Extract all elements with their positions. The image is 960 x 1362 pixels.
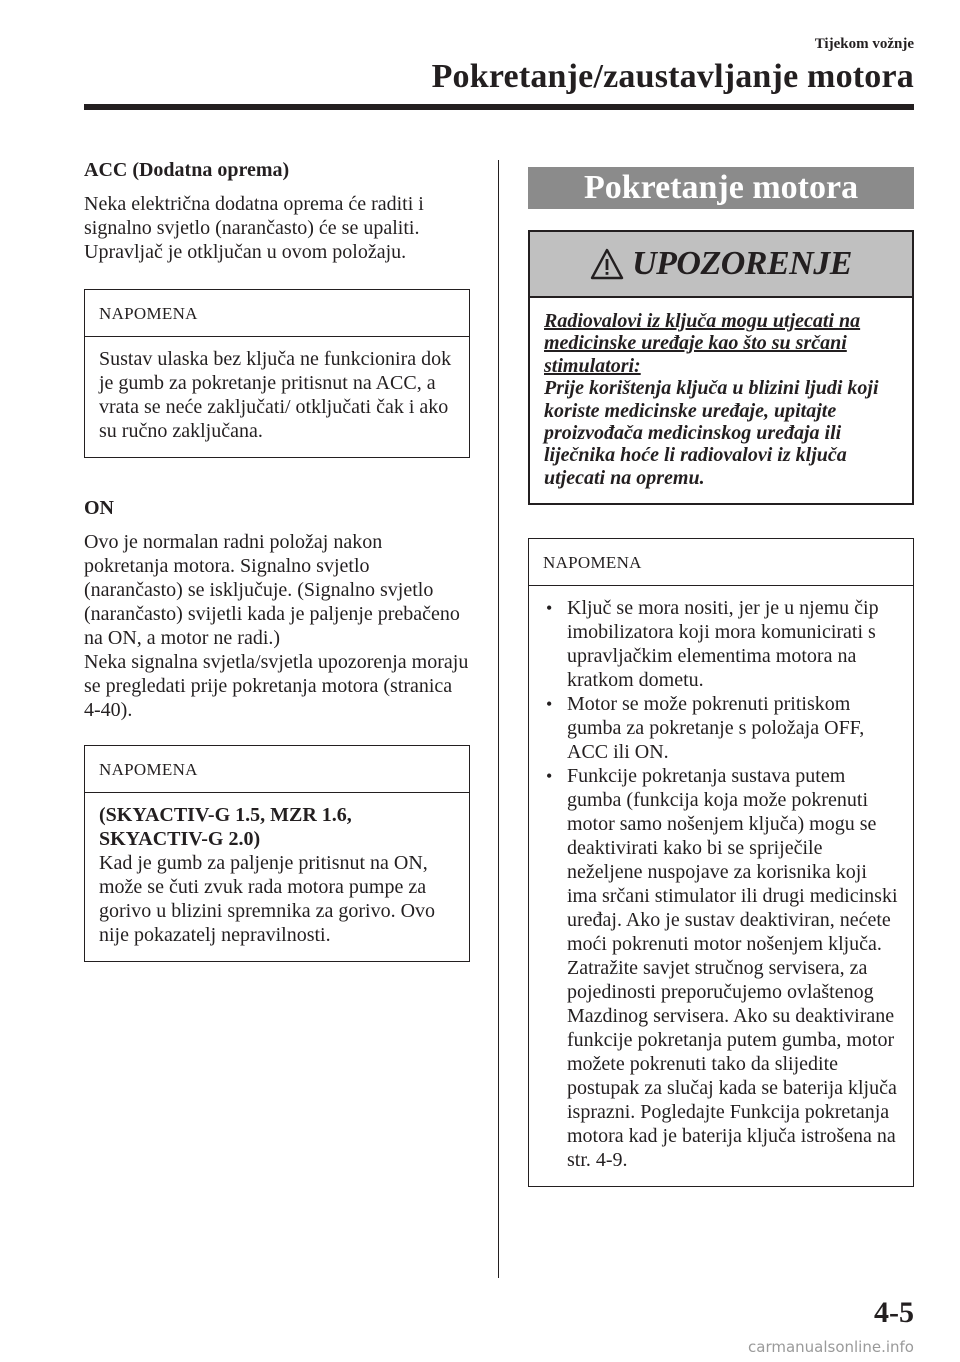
- note-box-acc: [84, 289, 470, 458]
- list-item: [543, 764, 899, 1172]
- header-section-label: Tijekom vožnje: [814, 36, 914, 52]
- on-heading: ON: [84, 497, 114, 519]
- warning-title: UPOZORENJE: [632, 245, 852, 282]
- acc-paragraph: Neka električna dodatna oprema će raditi i signalno svjetlo (narančasto) će se upaliti. Upravljač je otključan u ovom položaju.: [84, 193, 424, 263]
- warning-header: [530, 232, 912, 298]
- page-title: Pokretanje/zaustavljanje motora: [431, 58, 914, 95]
- warning-body: [530, 298, 912, 503]
- column-divider: [498, 160, 499, 1278]
- list-item-text: Motor se može pokrenuti pritiskom gumba za pokretanje s položaja OFF, ACC ili ON.: [567, 693, 865, 764]
- note-box-key: [528, 538, 914, 1187]
- right-column: [528, 167, 914, 1187]
- watermark: carmanualsonline.info: [748, 1338, 914, 1356]
- list-item-text: Funkcije pokretanja sustava putem gumba (funkcija koja može pokrenuti motor samo nošenjem ključa) mogu se deaktivirati kako bi se spriječile neželjene nuspojave za korisnika koji ima srčani stimulator ili drugi medicinski uređaj. Ako je sustav deaktiviran, nećete moći pokrenuti motor nošenjem ključa. Zatražite savjet stručnog servisera, za pojedinosti preporučujemo ovlaštenog Mazdinog servisera. Ako su deaktivirane funkcije pokretanja putem gumba, motor možete pokrenuti tako da slijedite postupak za slučaj kada se baterija ključa isprazni. Pogledajte Funkcija pokretanja motora kad je baterija ključa istrošena na str. 4-9.: [567, 765, 898, 1172]
- warning-headline: Radiovalovi iz ključa mogu utjecati na medicinske uređaje kao što su srčani stimulatori:: [544, 310, 861, 377]
- list-item: [543, 692, 899, 764]
- header-rule: [84, 104, 914, 110]
- note-models: (SKYACTIV-G 1.5, MZR 1.6, SKYACTIV-G 2.0): [99, 804, 352, 850]
- list-item-text: Ključ se mora nositi, jer je u njemu čip imobilizatora koji mora komunicirati s upravljačkim elementima motora na kratkom dometu.: [567, 597, 879, 692]
- note-bullet-list: [543, 596, 899, 1172]
- on-paragraph-1: Ovo je normalan radni položaj nakon pokretanja motora. Signalno svjetlo (narančasto) se isključuje. (Signalno svjetlo (narančasto) svijetli kada je paljenje prebačeno na ON, a motor ne radi.): [84, 531, 460, 649]
- list-item: [543, 596, 899, 692]
- bullet-icon: •: [546, 766, 553, 787]
- warning-triangle-icon: [590, 248, 624, 280]
- note-box-fuel-pump: [84, 745, 470, 962]
- acc-heading: ACC (Dodatna oprema): [84, 159, 290, 181]
- on-paragraph-2: Neka signalna svjetla/svjetla upozorenja moraju se pregledati prije pokretanja motora (stranica 4-40).: [84, 651, 469, 721]
- note-content: [529, 586, 913, 1186]
- note-text: Sustav ulaska bez ključa ne funkcionira dok je gumb za pokretanje pritisnut na ACC, a vrata se neće zaključati/ otključati čak i ako su ručno zaključana.: [99, 348, 452, 442]
- warning-text: Prije korištenja ključa u blizini ljudi koji koriste medicinske uređaje, upitajte proizvođača medicinskog uređaja ili liječnika hoće li radiovalovi iz ključa utjecati na opremu.: [544, 377, 879, 489]
- warning-box: [528, 230, 914, 505]
- section-banner: Pokretanje motora: [528, 167, 914, 209]
- left-column: [84, 158, 470, 962]
- note-label: NAPOMENA: [85, 290, 469, 337]
- note-label: NAPOMENA: [85, 746, 469, 793]
- note-text: Kad je gumb za paljenje pritisnut na ON, može se čuti zvuk rada motora pumpe za gorivo u blizini spremnika za gorivo. Ovo nije pokazatelj nepravilnosti.: [99, 852, 436, 946]
- page-number: 4-5: [874, 1296, 914, 1329]
- note-content: [85, 793, 469, 961]
- note-label: NAPOMENA: [529, 539, 913, 586]
- bullet-icon: •: [546, 598, 553, 619]
- bullet-icon: •: [546, 694, 553, 715]
